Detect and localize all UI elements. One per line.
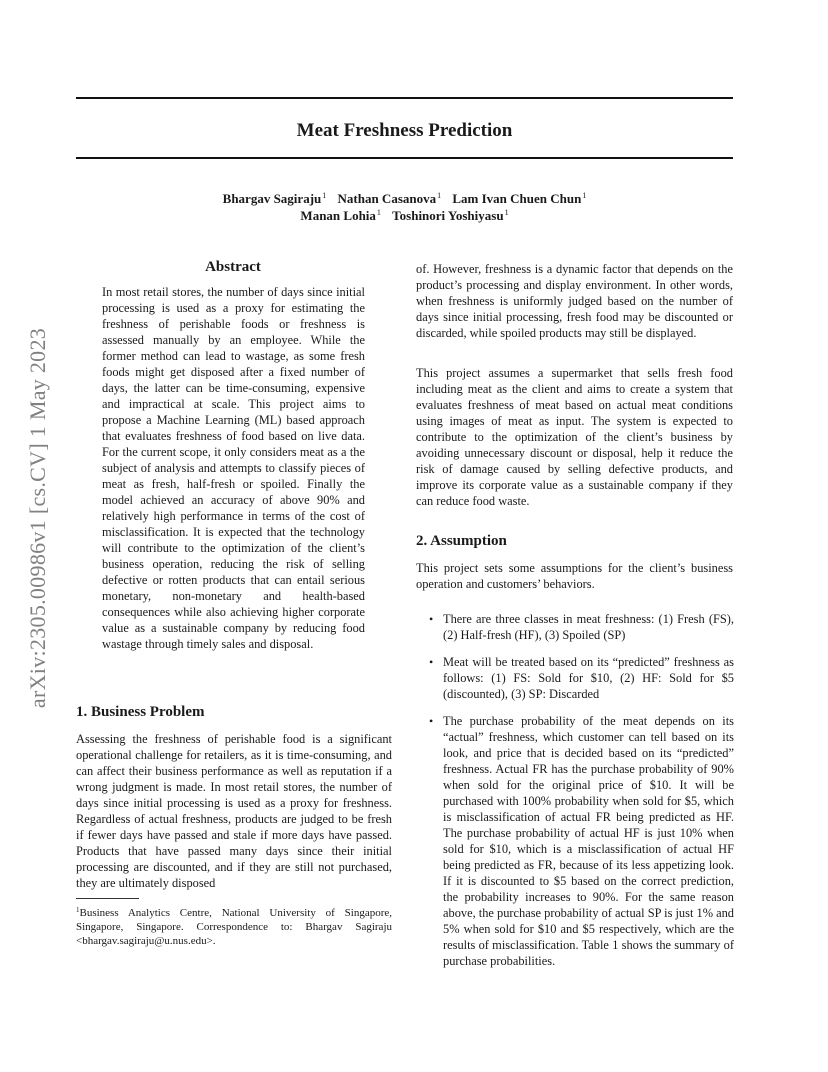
author: Nathan Casanova$^1$ — [337, 191, 442, 206]
title-top-rule — [76, 97, 733, 99]
author: Toshinori Yoshiyasu$^1$ — [392, 208, 509, 223]
footnote-divider — [76, 898, 139, 899]
bullet-marker: • — [429, 612, 434, 626]
table-reference-link[interactable]: 1 — [612, 938, 619, 952]
paper-title: Meat Freshness Prediction — [296, 120, 513, 141]
list-item: The purchase probability of the meat depends on its “actual” freshness, which customer can tell based on its look, and price that is decided based on its “predicted” freshness. Actual FR has the purchase probability of 90% when sold for the original price of $10. It will be purchased with 100% probability when sold for $5, which is misclassification of actual FR being predicted as HF. The purchase probability of actual HF is just 10% when sold for $10, which is a misclassification of actual HF being predicted as FR, because of its less appetizing look. If it is discounted to $5 based on the correct prediction, the probability increases to 90%. For the same reason above, the purchase probability of actual SP is just 1% and 5% when sold for $10 and $5 respectively, which are the results of misclassification. Table 1 shows the summary of purchase probabilities. — [443, 714, 734, 968]
author: Manan Lohia$^1$ — [300, 208, 381, 223]
arxiv-identifier-stamp: arXiv:2305.00986v1 [cs.CV] 1 May 2023 — [25, 327, 51, 709]
section-text-business-problem: Assessing the freshness of perishable food is a significant operational challenge for retailers, as it is time-consuming, and can affect their business performance as well as reputation if a wrong judgment is made. In most retail stores, the number of days since initial processing is used as a proxy for freshness. Regardless of actual freshness, products are judged to be fresh if fewer days have passed and stale if more days have passed. Products that have passed many days since their initial processing are discounted, and if they are still not purchased, they are ultimately disposed — [76, 732, 392, 890]
section-heading-business-problem: 1. Business Problem — [76, 704, 205, 720]
footnote-mark: 1 — [76, 906, 80, 914]
section-text-assumption: This project sets some assumptions for the client’s business operation and customers’ behaviors. — [416, 561, 733, 591]
bullet-marker: • — [429, 655, 434, 669]
list-item: There are three classes in meat freshness: (1) Fresh (FS), (2) Half-fresh (HF), (3) Spoiled (SP) — [443, 612, 734, 642]
bullet-marker: • — [429, 714, 434, 728]
abstract-text: In most retail stores, the number of days since initial processing is used as a proxy for estimating the freshness of perishable foods or freshness is assessed manually by an employee. While the former method can lead to wastage, as some fresh foods might get disposed after a fixed number of days, the latter can be time-consuming, expensive and impractical at scale. This project aims to propose a Machine Learning (ML) based approach that evaluates freshness of food based on live data. For the current scope, it only considers meat as a the subject of analysis and attempts to classify pieces of meat as fresh, half-fresh or spoiled. Finally the model achieved an accuracy of above 90% and relatively high performance in terms of the cost of misclassification. It is expected that the technology will contribute to the optimization of the client’s business operation, reducing the risk of selling defective or rotten products that can entail serious monetary, non-monetary and health-based consequences while also achieving higher corporate value as a sustainable company by reducing food wastage through timely sales and disposal. — [102, 285, 365, 651]
footnote — [76, 903, 392, 948]
section-heading-assumption: 2. Assumption — [416, 533, 507, 549]
author: Lam Ivan Chuen Chun$^1$ — [452, 191, 587, 206]
paragraph-project-assumption: This project assumes a supermarket that sells fresh food including meat as the client and aims to create a system that evaluates freshness of meat based on actual meat conditions using images of meat as input. The system is expected to contribute to the optimization of the client’s business by avoiding unnecessary discount or disposal, help it reduce the risk of damage caused by selling defective products, and improve its corporate value as a sustainable company if they can reduce food waste. — [416, 366, 733, 508]
list-item: Meat will be treated based on its “predicted” freshness as follows: (1) FS: Sold for $10, (2) HF: Sold for $5 (discounted), (3) SP: Discarded — [443, 655, 734, 701]
footnote-text: Business Analytics Centre, National University of Singapore, Singapore, Singapore. Correspondence to: Bhargav Sagiraju <bhargav.sagiraju@u.nus.edu>. — [76, 907, 392, 947]
paragraph-continuation: of. However, freshness is a dynamic factor that depends on the product’s processing and display environment. In other words, when freshness is uniformly judged based on the number of days since initial processing, fresh food may be discounted or discarded, while spoiled products may still be displayed. — [416, 262, 733, 340]
author: Bhargav Sagiraju$^1$ — [222, 191, 327, 206]
title-bottom-rule — [76, 157, 733, 159]
author-list-line-2 — [76, 205, 733, 224]
abstract-heading: Abstract — [205, 259, 261, 275]
